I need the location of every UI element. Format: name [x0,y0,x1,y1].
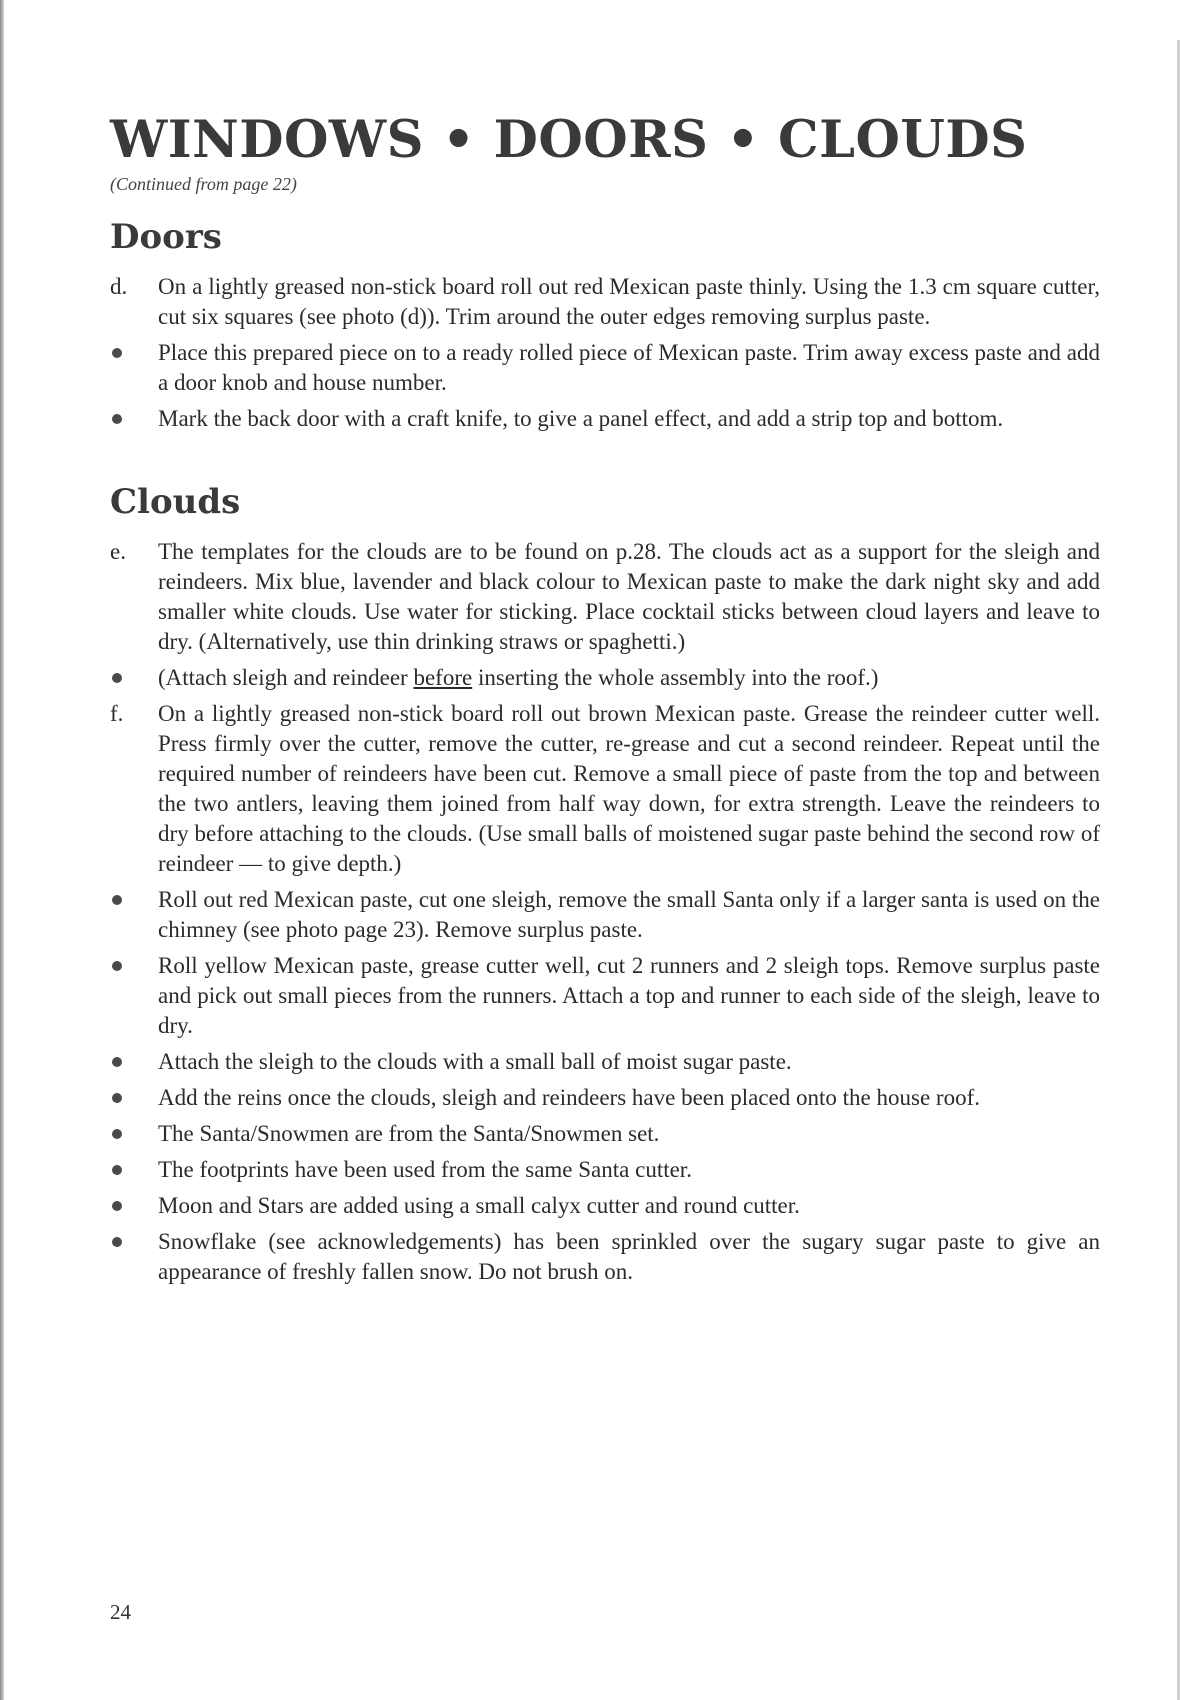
bullet-icon [110,338,158,398]
item-text: On a lightly greased non-stick board roll out red Mexican paste thinly. Using the 1.3 cm square cutter, cut six squares (see photo (d)). Trim around the outer edges removing surplus paste. [158,273,1100,329]
list-item [110,1047,1100,1077]
bullet-icon [110,663,158,693]
bullet-icon [110,1155,158,1185]
bullet-icon [110,1191,158,1221]
list-item [110,1155,1100,1185]
item-text: The footprints have been used from the same Santa cutter. [158,1156,692,1182]
item-text: The templates for the clouds are to be found on p.28. The clouds act as a support for the sleigh and reindeers. Mix blue, lavender and black colour to Mexican paste to make the dark night sky and add smaller white clouds. Use water for sticking. Place cocktail sticks between cloud layers and leave to dry. (Alternatively, use thin drinking straws or spaghetti.) [158,538,1100,654]
bullet-icon [110,1227,158,1287]
bullet-icon [110,1083,158,1113]
list-item [110,1083,1100,1113]
doors-list [110,272,1100,434]
item-text: Attach the sleigh to the clouds with a small ball of moist sugar paste. [158,1048,792,1074]
continued-note: (Continued from page 22) [110,174,297,195]
item-text: Roll yellow Mexican paste, grease cutter well, cut 2 runners and 2 sleigh tops. Remove surplus paste and pick out small pieces from the runners. Attach a top and runner to each side of the sleigh, leave to dry. [158,952,1100,1038]
bullet-icon [110,885,158,945]
list-item [110,1119,1100,1149]
item-text: Place this prepared piece on to a ready rolled piece of Mexican paste. Trim away excess paste and add a door knob and house number. [158,339,1100,395]
list-item [110,951,1100,1041]
item-text: On a lightly greased non-stick board roll out brown Mexican paste. Grease the reindeer cutter well. Press firmly over the cutter, remove the cutter, re-grease and cut a second reindeer. Repeat until the required number of reindeers have been cut. Remove a small piece of paste from the top and between the two antlers, leaving them joined from half way down, for extra strength. Leave the reindeers to dry before attaching to the clouds. (Use small balls of moistened sugar paste behind the second row of reindeer — to give depth.) [158,700,1100,876]
list-item [110,338,1100,398]
list-item [110,885,1100,945]
bullet-icon [110,1047,158,1077]
attach-note-before: (Attach sleigh and reindeer [158,664,414,690]
attach-note-after: inserting the whole assembly into the roof.) [472,664,879,690]
bullet-icon [110,404,158,434]
list-item [110,272,1100,332]
item-text: Snowflake (see acknowledgements) has been sprinkled over the sugary sugar paste to give an appearance of freshly fallen snow. Do not brush on. [158,1228,1100,1284]
list-item [110,663,1100,693]
item-marker: e. [110,538,126,564]
item-text: Roll out red Mexican paste, cut one sleigh, remove the small Santa only if a larger santa is used on the chimney (see photo page 23). Remove surplus paste. [158,886,1100,942]
attach-note-underlined: before [413,664,473,690]
item-text: Mark the back door with a craft knife, to give a panel effect, and add a strip top and bottom. [158,405,1004,431]
list-item [110,699,1100,879]
list-item [110,1191,1100,1221]
list-item [110,537,1100,657]
list-item [110,404,1100,434]
clouds-list [110,537,1100,1287]
item-text: Moon and Stars are added using a small calyx cutter and round cutter. [158,1192,800,1218]
item-marker: f. [110,700,124,726]
scan-edge-left [0,0,4,1700]
item-text: Add the reins once the clouds, sleigh and reindeers have been placed onto the house roof. [158,1084,980,1110]
bullet-icon [110,1119,158,1149]
page-title: WINDOWS • DOORS • CLOUDS [110,110,1028,170]
list-item [110,1227,1100,1287]
item-text [158,663,1100,693]
bullet-icon [110,951,158,1041]
page-content [110,112,1100,1293]
item-text: The Santa/Snowmen are from the Santa/Snowmen set. [158,1120,660,1146]
doors-heading: Doors [110,217,222,258]
item-marker: d. [110,273,128,299]
clouds-heading: Clouds [110,481,241,522]
page-number: 24 [110,1600,131,1624]
